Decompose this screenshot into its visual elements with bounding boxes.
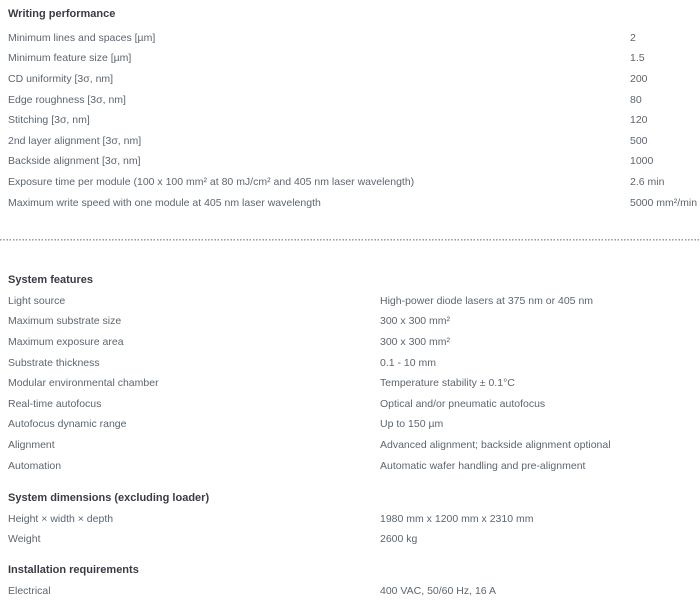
spec-label: Backside alignment [3σ, nm] [8,155,141,168]
spec-label: Maximum substrate size [8,315,122,328]
spec-value: 400 VAC, 50/60 Hz, 16 A [380,584,496,597]
spec-value: 120 [630,114,648,127]
spec-label: Electrical [8,584,51,597]
spec-label: Height × width × depth [8,512,114,525]
spec-row [0,455,700,476]
spec-label: Substrate thickness [8,356,100,369]
spec-label: Alignment [8,438,55,451]
section-title: System dimensions (excluding loader) [8,492,210,505]
spec-value: Advanced alignment; backside alignment optional [380,438,611,451]
spec-label: Edge roughness [3σ, nm] [8,93,126,106]
spec-value: Up to 150 µm [380,418,444,431]
spec-row [0,131,700,152]
section-system-features [0,270,700,476]
spec-value: Temperature stability ± 0.1°C [380,377,515,390]
spec-row [0,508,700,529]
spec-value: 2.6 min [630,176,665,189]
spec-value: 1980 mm x 1200 mm x 2310 mm [380,512,534,525]
spec-row [0,151,700,172]
spec-row [0,332,700,353]
spec-value: 2 [630,31,636,44]
section-title: Installation requirements [8,563,139,576]
spec-value: 300 x 300 mm² [380,315,451,328]
spec-value: Optical and/or pneumatic autofocus [380,397,546,410]
spec-value: 2600 kg [380,533,418,546]
spec-value: Automatic wafer handling and pre-alignment [380,459,586,472]
spec-label: Maximum write speed with one module at 405 nm laser wavelength [8,196,321,209]
spec-label: Automation [8,459,62,472]
spec-row [0,394,700,415]
spec-row [0,373,700,394]
section-title: System features [8,274,93,287]
spec-value: 5000 mm²/min [630,196,698,209]
spec-label: Maximum exposure area [8,336,124,349]
spec-label: Modular environmental chamber [8,377,159,390]
section-writing-performance [0,4,700,213]
spec-label: CD uniformity [3σ, nm] [8,73,114,86]
spec-value: 0.1 - 10 mm [380,356,437,369]
spec-label: Autofocus dynamic range [8,418,127,431]
section-installation-requirements [0,560,700,601]
spec-value: 1.5 [630,52,645,65]
spec-value: 200 [630,73,648,86]
spec-label: Minimum feature size [µm] [8,52,132,65]
spec-label: 2nd layer alignment [3σ, nm] [8,134,142,147]
spec-label: Minimum lines and spaces [µm] [8,31,156,44]
spec-row [0,69,700,90]
spec-label: Real-time autofocus [8,397,102,410]
spec-row [0,192,700,213]
spec-value: High-power diode lasers at 375 nm or 405 nm [380,294,594,307]
spec-row [0,28,700,49]
spec-row [0,352,700,373]
spec-row [0,89,700,110]
spec-value: 1000 [630,155,654,168]
spec-row [0,311,700,332]
spec-row [0,110,700,131]
spec-label: Exposure time per module (100 x 100 mm² at 80 mJ/cm² and 405 nm laser wavelength) [8,176,415,189]
spec-row [0,529,700,550]
section-system-dimensions [0,488,700,550]
spec-value: 300 x 300 mm² [380,336,451,349]
spec-label: Stitching [3σ, nm] [8,114,90,127]
spec-row [0,172,700,193]
dotted-section-separator [0,239,700,242]
spec-row [0,414,700,435]
section-title: Writing performance [8,8,116,21]
spec-row [0,435,700,456]
spec-row [0,48,700,69]
spec-label: Weight [8,533,41,546]
spec-value: 80 [630,93,642,106]
spec-value: 500 [630,134,648,147]
spec-row [0,580,700,601]
spec-label: Light source [8,294,66,307]
spec-row [0,291,700,312]
